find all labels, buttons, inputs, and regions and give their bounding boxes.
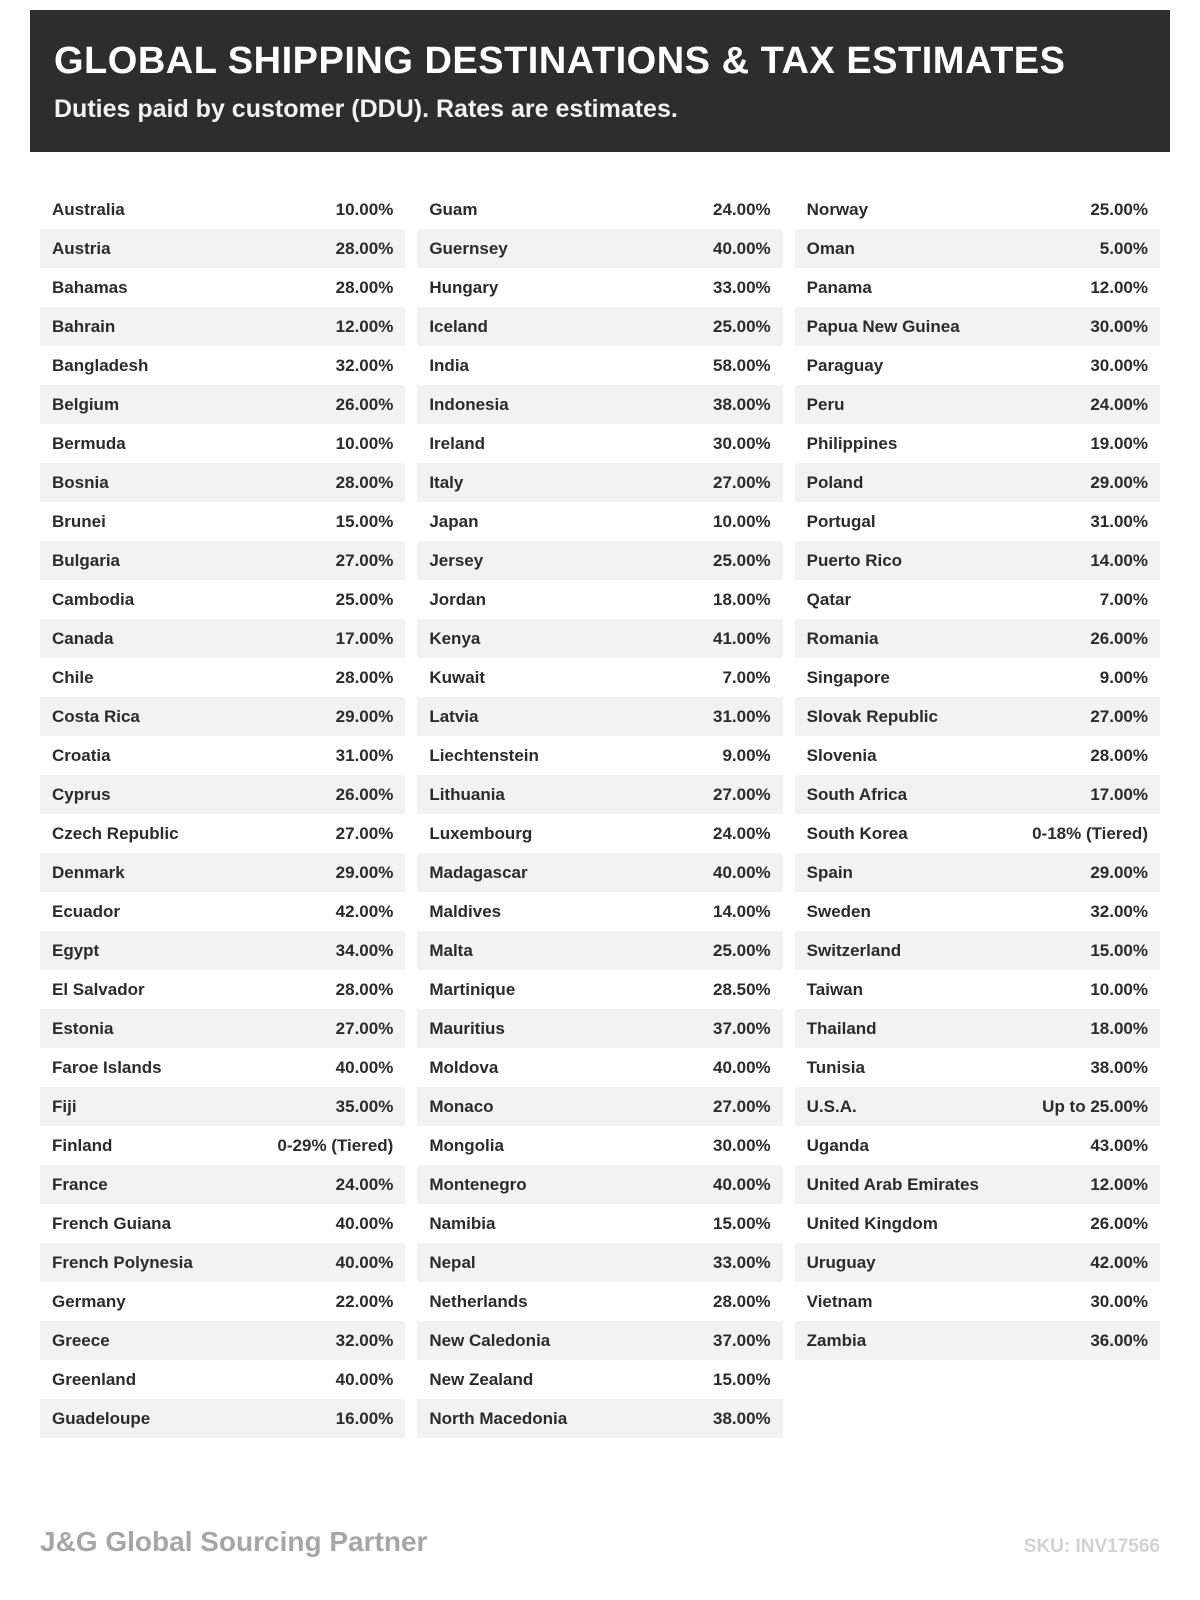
tax-rate: 26.00% (335, 784, 394, 804)
tax-rate: 28.00% (335, 979, 394, 999)
country-name: Norway (806, 199, 869, 219)
country-name: Lithuania (429, 784, 505, 804)
country-name: South Korea (806, 823, 908, 843)
tax-rate: 30.00% (712, 433, 771, 453)
country-name: Namibia (429, 1213, 496, 1233)
table-row (417, 502, 782, 541)
table-row (417, 697, 782, 736)
country-name: Peru (806, 394, 845, 414)
country-name: Costa Rica (52, 706, 140, 726)
tax-rate: 32.00% (335, 355, 394, 375)
table-row (417, 307, 782, 346)
table-row (40, 1009, 405, 1048)
country-name: Estonia (52, 1018, 114, 1038)
country-name: Singapore (806, 667, 890, 687)
country-name: Tunisia (806, 1057, 865, 1077)
tax-rate: 34.00% (335, 940, 394, 960)
table-row (417, 1009, 782, 1048)
table-row (40, 814, 405, 853)
table-row (40, 541, 405, 580)
tax-rate: 17.00% (1090, 784, 1148, 804)
table-row (795, 1321, 1160, 1360)
table-row (40, 1399, 405, 1438)
country-name: Hungary (429, 277, 499, 297)
table-row (417, 619, 782, 658)
tax-rate: 32.00% (1090, 901, 1148, 921)
table-row (795, 346, 1160, 385)
table-row (417, 1126, 782, 1165)
table-row (795, 931, 1160, 970)
table-row (417, 1165, 782, 1204)
country-name: Madagascar (429, 862, 528, 882)
country-name: Spain (806, 862, 853, 882)
table-row (417, 658, 782, 697)
tax-rate: 31.00% (712, 706, 771, 726)
country-name: Taiwan (806, 979, 864, 999)
page-subtitle: Duties paid by customer (DDU). Rates are estimates. (54, 95, 678, 123)
rates-column-1 (40, 190, 405, 1438)
table-row (795, 853, 1160, 892)
tax-rate: 28.50% (712, 979, 771, 999)
country-name: Iceland (429, 316, 488, 336)
table-row (417, 853, 782, 892)
tax-rate: 29.00% (1090, 472, 1148, 492)
country-name: Bangladesh (52, 355, 149, 375)
table-row (417, 892, 782, 931)
header-banner (30, 10, 1170, 152)
country-name: Denmark (52, 862, 125, 882)
table-row (40, 268, 405, 307)
tax-rate: 29.00% (1090, 862, 1148, 882)
tax-rate: 26.00% (335, 394, 394, 414)
country-name: Portugal (806, 511, 876, 531)
tax-rate: 36.00% (1090, 1330, 1148, 1350)
table-row (417, 424, 782, 463)
table-row (417, 541, 782, 580)
table-row (40, 697, 405, 736)
tax-rate: 40.00% (335, 1213, 394, 1233)
tax-rate: 28.00% (712, 1291, 771, 1311)
country-name: Brunei (52, 511, 106, 531)
table-row (795, 502, 1160, 541)
tax-rate: 5.00% (1099, 238, 1148, 258)
country-name: Canada (52, 628, 114, 648)
tax-rate: 26.00% (1090, 628, 1148, 648)
tax-rate: 58.00% (712, 355, 771, 375)
country-name: Czech Republic (52, 823, 179, 843)
table-row (417, 736, 782, 775)
tax-rate: 40.00% (712, 862, 771, 882)
tax-rate: 28.00% (335, 277, 394, 297)
tax-rate: 40.00% (335, 1252, 394, 1272)
country-name: Greenland (52, 1369, 137, 1389)
tax-rate: 12.00% (1090, 1174, 1148, 1194)
table-row (795, 775, 1160, 814)
rates-table (40, 190, 1160, 1438)
table-row (417, 346, 782, 385)
tax-rate: 24.00% (712, 199, 771, 219)
table-row (795, 697, 1160, 736)
tax-rate: 25.00% (1090, 199, 1148, 219)
tax-rate: 0-29% (Tiered) (277, 1135, 394, 1155)
tax-rate: 16.00% (335, 1408, 394, 1428)
tax-rate: 15.00% (1090, 940, 1148, 960)
country-name: Switzerland (806, 940, 902, 960)
country-name: Cambodia (52, 589, 135, 609)
table-row (417, 775, 782, 814)
country-name: Romania (806, 628, 879, 648)
table-row (795, 814, 1160, 853)
table-row (40, 229, 405, 268)
tax-rate: 37.00% (712, 1018, 771, 1038)
table-row (40, 658, 405, 697)
tax-rate: 12.00% (335, 316, 394, 336)
table-row (417, 463, 782, 502)
tax-rate: 30.00% (1090, 1291, 1148, 1311)
country-name: Panama (806, 277, 872, 297)
tax-rate: 9.00% (722, 745, 771, 765)
table-row (417, 970, 782, 1009)
country-name: Jordan (429, 589, 487, 609)
table-row (417, 1360, 782, 1399)
tax-rate: 27.00% (712, 1096, 771, 1116)
tax-rate: 15.00% (335, 511, 394, 531)
country-name: Montenegro (429, 1174, 527, 1194)
tax-rate: 25.00% (712, 316, 771, 336)
country-name: Uruguay (806, 1252, 876, 1272)
tax-rate: 40.00% (712, 1057, 771, 1077)
tax-rate: 27.00% (335, 1018, 394, 1038)
country-name: Poland (806, 472, 864, 492)
tax-rate: 0-18% (Tiered) (1032, 823, 1148, 843)
tax-rate: 41.00% (712, 628, 771, 648)
table-row (40, 346, 405, 385)
table-row (40, 1165, 405, 1204)
country-name: Nepal (429, 1252, 476, 1272)
table-row (40, 424, 405, 463)
country-name: Guernsey (429, 238, 508, 258)
country-name: Philippines (806, 433, 898, 453)
tax-rate: 9.00% (1099, 667, 1148, 687)
table-row (417, 1087, 782, 1126)
country-name: Thailand (806, 1018, 877, 1038)
footer (40, 1526, 1160, 1558)
table-row (40, 619, 405, 658)
table-row (40, 463, 405, 502)
tax-rate: 29.00% (335, 706, 394, 726)
country-name: Bosnia (52, 472, 109, 492)
table-row (795, 892, 1160, 931)
rates-column-3 (795, 190, 1160, 1438)
country-name: Bermuda (52, 433, 126, 453)
tax-rate: 28.00% (1090, 745, 1148, 765)
table-row (795, 1009, 1160, 1048)
rates-column-2 (417, 190, 782, 1438)
country-name: Bahrain (52, 316, 116, 336)
tax-rate: 42.00% (1090, 1252, 1148, 1272)
country-name: Bulgaria (52, 550, 121, 570)
tax-rate: 17.00% (335, 628, 394, 648)
tax-rate: 33.00% (712, 1252, 771, 1272)
table-row (795, 658, 1160, 697)
table-row (40, 580, 405, 619)
tax-rate: 33.00% (712, 277, 771, 297)
country-name: Mongolia (429, 1135, 504, 1155)
country-name: Netherlands (429, 1291, 528, 1311)
table-row (40, 970, 405, 1009)
tax-rate: 30.00% (1090, 355, 1148, 375)
tax-rate: 25.00% (712, 940, 771, 960)
country-name: Japan (429, 511, 479, 531)
table-row (40, 1321, 405, 1360)
table-row (795, 580, 1160, 619)
tax-rate: 26.00% (1090, 1213, 1148, 1233)
country-name: United Kingdom (806, 1213, 938, 1233)
country-name: Italy (429, 472, 464, 492)
table-row (795, 1243, 1160, 1282)
tax-rate: 12.00% (1090, 277, 1148, 297)
table-row (795, 385, 1160, 424)
tax-rate: 28.00% (335, 472, 394, 492)
country-name: Croatia (52, 745, 111, 765)
country-name: Slovenia (806, 745, 877, 765)
country-name: Kenya (429, 628, 481, 648)
country-name: Paraguay (806, 355, 884, 375)
tax-rate: 38.00% (712, 394, 771, 414)
country-name: Zambia (806, 1330, 867, 1350)
table-row (40, 1126, 405, 1165)
tax-rate: 32.00% (335, 1330, 394, 1350)
tax-rate: 27.00% (712, 784, 771, 804)
tax-rate: 30.00% (1090, 316, 1148, 336)
country-name: Indonesia (429, 394, 509, 414)
tax-rate: 18.00% (1090, 1018, 1148, 1038)
table-row (40, 892, 405, 931)
tax-rate: 14.00% (712, 901, 771, 921)
table-row (417, 385, 782, 424)
table-row (40, 1243, 405, 1282)
country-name: Finland (52, 1135, 113, 1155)
country-name: Belgium (52, 394, 120, 414)
tax-rate: 27.00% (335, 823, 394, 843)
tax-rate: 22.00% (335, 1291, 394, 1311)
country-name: Guam (429, 199, 478, 219)
country-name: Moldova (429, 1057, 499, 1077)
country-name: Australia (52, 199, 125, 219)
country-name: Ecuador (52, 901, 121, 921)
country-name: French Guiana (52, 1213, 172, 1233)
table-row (40, 502, 405, 541)
country-name: Luxembourg (429, 823, 533, 843)
country-name: El Salvador (52, 979, 145, 999)
table-row (417, 1282, 782, 1321)
country-name: Germany (52, 1291, 126, 1311)
table-row (40, 1048, 405, 1087)
table-row (795, 424, 1160, 463)
table-row (417, 1321, 782, 1360)
table-row (40, 775, 405, 814)
tax-rate: 40.00% (712, 238, 771, 258)
table-row (40, 190, 405, 229)
tax-rate: 27.00% (335, 550, 394, 570)
country-name: Jersey (429, 550, 484, 570)
table-row (40, 307, 405, 346)
table-row (40, 931, 405, 970)
table-row (795, 619, 1160, 658)
country-name: Greece (52, 1330, 110, 1350)
table-row (795, 1087, 1160, 1126)
tax-rate: 25.00% (335, 589, 394, 609)
tax-rate: 27.00% (712, 472, 771, 492)
tax-rate: 42.00% (335, 901, 394, 921)
country-name: Faroe Islands (52, 1057, 162, 1077)
tax-rate: 40.00% (335, 1369, 394, 1389)
tax-rate: 15.00% (712, 1369, 771, 1389)
country-name: Guadeloupe (52, 1408, 151, 1428)
table-row (795, 541, 1160, 580)
table-row (795, 1048, 1160, 1087)
table-row (40, 1204, 405, 1243)
country-name: Sweden (806, 901, 871, 921)
tax-rate: 30.00% (712, 1135, 771, 1155)
tax-rate: 35.00% (335, 1096, 394, 1116)
tax-rate: 24.00% (1090, 394, 1148, 414)
table-row (417, 931, 782, 970)
table-row (417, 229, 782, 268)
country-name: Egypt (52, 940, 100, 960)
country-name: Oman (806, 238, 855, 258)
tax-rate: 38.00% (712, 1408, 771, 1428)
country-name: South Africa (806, 784, 908, 804)
table-row (795, 229, 1160, 268)
table-row (417, 1399, 782, 1438)
country-name: Vietnam (806, 1291, 873, 1311)
tax-rate: 10.00% (1090, 979, 1148, 999)
country-name: Latvia (429, 706, 479, 726)
tax-rate: 7.00% (722, 667, 771, 687)
tax-rate: 10.00% (335, 199, 394, 219)
country-name: Chile (52, 667, 94, 687)
tax-rate: 43.00% (1090, 1135, 1148, 1155)
country-name: Martinique (429, 979, 516, 999)
country-name: Ireland (429, 433, 486, 453)
table-row (795, 307, 1160, 346)
country-name: Maldives (429, 901, 502, 921)
tax-rate: 28.00% (335, 238, 394, 258)
tax-rate: 40.00% (335, 1057, 394, 1077)
country-name: India (429, 355, 469, 375)
tax-rate: 14.00% (1090, 550, 1148, 570)
tax-rate: 40.00% (712, 1174, 771, 1194)
table-row (795, 1282, 1160, 1321)
country-name: Fiji (52, 1096, 77, 1116)
table-row (40, 1360, 405, 1399)
country-name: U.S.A. (806, 1096, 857, 1116)
country-name: Puerto Rico (806, 550, 903, 570)
tax-rate: 7.00% (1099, 589, 1148, 609)
table-row (417, 1243, 782, 1282)
tax-rate: 37.00% (712, 1330, 771, 1350)
tax-rate: 31.00% (335, 745, 394, 765)
country-name: Bahamas (52, 277, 128, 297)
country-name: Uganda (806, 1135, 869, 1155)
table-row (795, 1165, 1160, 1204)
country-name: Qatar (806, 589, 852, 609)
country-name: Austria (52, 238, 111, 258)
table-row (40, 736, 405, 775)
tax-rate: 10.00% (335, 433, 394, 453)
table-row (417, 814, 782, 853)
tax-rate: 28.00% (335, 667, 394, 687)
tax-rate: 27.00% (1090, 706, 1148, 726)
country-name: Cyprus (52, 784, 111, 804)
country-name: Mauritius (429, 1018, 505, 1038)
tax-rate: 10.00% (712, 511, 771, 531)
country-name: Monaco (429, 1096, 494, 1116)
tax-rate: 19.00% (1090, 433, 1148, 453)
country-name: Liechtenstein (429, 745, 539, 765)
sku-label: SKU: INV17566 (1023, 1536, 1160, 1557)
tax-rate: 18.00% (712, 589, 771, 609)
table-row (40, 1087, 405, 1126)
tax-rate: 15.00% (712, 1213, 771, 1233)
table-row (40, 385, 405, 424)
country-name: New Caledonia (429, 1330, 551, 1350)
table-row (795, 190, 1160, 229)
tax-rate: 38.00% (1090, 1057, 1148, 1077)
tax-rate: 29.00% (335, 862, 394, 882)
country-name: United Arab Emirates (806, 1174, 979, 1194)
table-row (795, 970, 1160, 1009)
brand-name: J&G Global Sourcing Partner (40, 1526, 428, 1557)
tax-rate: Up to 25.00% (1042, 1096, 1148, 1116)
country-name: Kuwait (429, 667, 486, 687)
country-name: Slovak Republic (806, 706, 938, 726)
page-title: GLOBAL SHIPPING DESTINATIONS & TAX ESTIMATES (54, 40, 1066, 82)
tax-rate: 31.00% (1090, 511, 1148, 531)
table-row (40, 1282, 405, 1321)
table-row (795, 268, 1160, 307)
table-row (795, 736, 1160, 775)
tax-rate: 24.00% (712, 823, 771, 843)
table-row (417, 1048, 782, 1087)
table-row (40, 853, 405, 892)
tax-rate: 24.00% (335, 1174, 394, 1194)
tax-rate: 25.00% (712, 550, 771, 570)
country-name: North Macedonia (429, 1408, 568, 1428)
table-row (417, 1204, 782, 1243)
table-row (417, 580, 782, 619)
table-row (417, 190, 782, 229)
table-row (795, 463, 1160, 502)
country-name: Papua New Guinea (806, 316, 960, 336)
country-name: New Zealand (429, 1369, 534, 1389)
country-name: France (52, 1174, 108, 1194)
country-name: Malta (429, 940, 473, 960)
table-row (417, 268, 782, 307)
country-name: French Polynesia (52, 1252, 193, 1272)
table-row (795, 1126, 1160, 1165)
table-row (795, 1204, 1160, 1243)
